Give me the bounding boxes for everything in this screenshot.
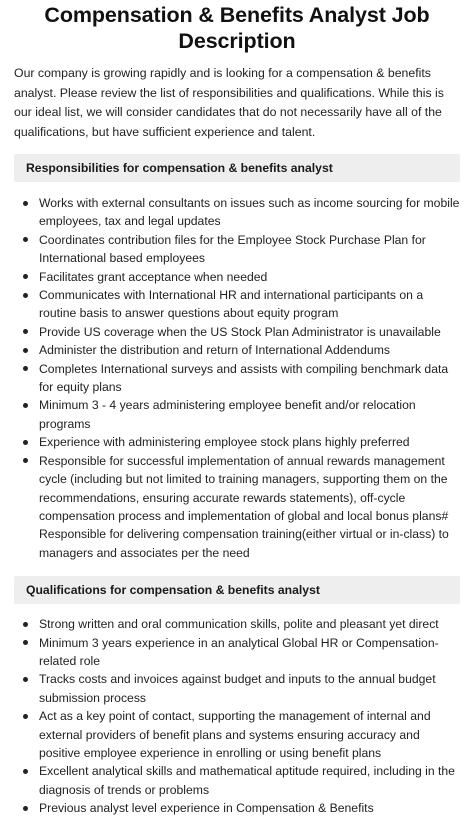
- responsibilities-list: [14, 194, 460, 562]
- list-item: Completes International surveys and assists with compiling benchmark data for equity plans: [14, 360, 460, 397]
- qualifications-list: [14, 615, 460, 817]
- list-item: Previous analyst level experience in Compensation & Benefits: [14, 799, 460, 817]
- list-item: Facilitates grant acceptance when needed: [14, 268, 460, 286]
- page-title: Compensation & Benefits Analyst Job Description: [44, 3, 430, 53]
- list-item: Experience with administering employee stock plans highly preferred: [14, 433, 460, 451]
- list-item: Minimum 3 years experience in an analytical Global HR or Compensation-related role: [14, 634, 460, 671]
- list-item: Coordinates contribution files for the Employee Stock Purchase Plan for International based employees: [14, 231, 460, 268]
- list-item: Act as a key point of contact, supporting the management of internal and external providers of benefit plans and systems ensuring accuracy and positive employee experience in enrolling or using benefit plans: [14, 707, 460, 762]
- list-item: Tracks costs and invoices against budget and inputs to the annual budget submission process: [14, 670, 460, 707]
- list-item: Administer the distribution and return of International Addendums: [14, 341, 460, 359]
- responsibilities-heading: Responsibilities for compensation & benefits analyst: [14, 154, 460, 182]
- intro-paragraph: Our company is growing rapidly and is looking for a compensation & benefits analyst. Please review the list of responsibilities and qualifications. While this is our ideal list, we will consider candidates that do not necessarily have all of the qualifications, but have sufficient experience and talent.: [14, 66, 444, 139]
- list-item: Communicates with International HR and international participants on a routine basis to answer questions about equity program: [14, 286, 460, 323]
- qualifications-heading: Qualifications for compensation & benefits analyst: [14, 576, 460, 604]
- list-item: Works with external consultants on issues such as income sourcing for mobile employees, tax and legal updates: [14, 194, 460, 231]
- list-item: Minimum 3 - 4 years administering employee benefit and/or relocation programs: [14, 396, 460, 433]
- list-item: Responsible for successful implementation of annual rewards management cycle (including but not limited to training managers, supporting them on the recommendations, ensuring accurate rewards statements), off-cycle compensation process and implementation of global and local bonus plans# Responsible for delivering compensation training(either virtual or in-class) to managers and associates per the need: [14, 452, 460, 562]
- list-item: Excellent analytical skills and mathematical aptitude required, including in the diagnosis of trends or problems: [14, 762, 460, 799]
- list-item: Strong written and oral communication skills, polite and pleasant yet direct: [14, 615, 460, 633]
- list-item: Provide US coverage when the US Stock Plan Administrator is unavailable: [14, 323, 460, 341]
